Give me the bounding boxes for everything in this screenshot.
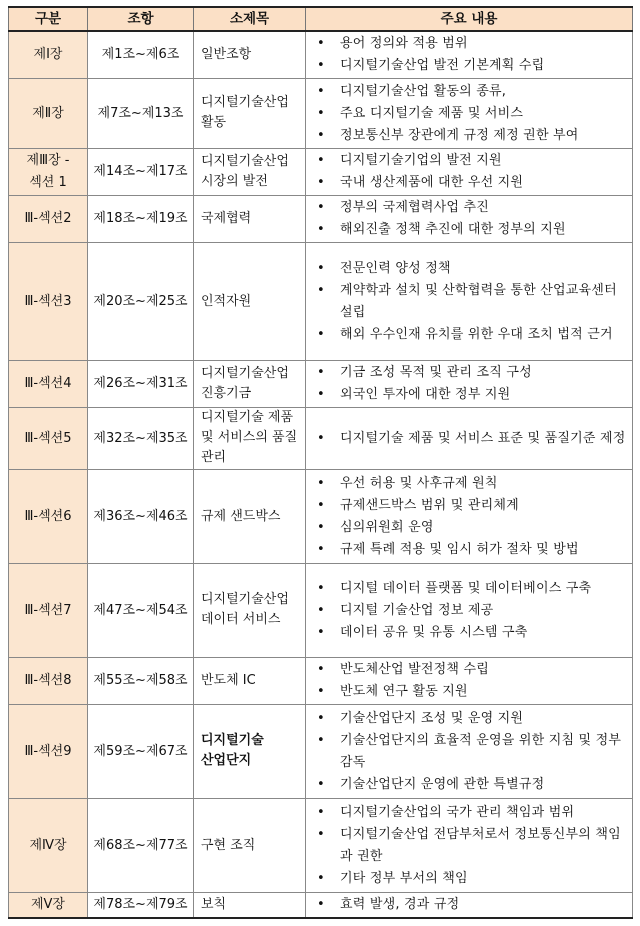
cell-content: [306, 31, 633, 79]
item-text: 디지털기술기업의 발전 지원: [340, 153, 502, 168]
list-item: [306, 894, 630, 916]
gubun-label: 제Ⅰ장: [33, 47, 63, 62]
content-list: [306, 197, 630, 241]
cell-gubun: [9, 31, 88, 79]
item-text: 전문인력 양성 정책: [340, 260, 451, 276]
gubun-label: Ⅲ-섹션2: [24, 211, 72, 226]
gubun-label: Ⅲ-섹션6: [24, 508, 72, 524]
subject-label: 디지털기술산업 진흥기금: [201, 365, 289, 401]
gubun-label: 제Ⅳ장: [29, 837, 67, 853]
bullet-icon: •: [317, 870, 325, 886]
table-row: [9, 564, 633, 658]
bullet-icon: •: [317, 475, 325, 491]
bullet-icon: •: [317, 430, 325, 446]
list-item: [306, 103, 630, 125]
list-item: [306, 868, 630, 890]
header-gubun: 구분: [9, 7, 88, 31]
item-text: 기술산업단지 운영에 관한 특별규정: [340, 776, 545, 792]
table-row: [9, 196, 633, 243]
content-list: [306, 362, 630, 406]
cell-subject: [194, 564, 306, 658]
content-list: [306, 150, 630, 194]
list-item: [306, 495, 630, 517]
cell-article: [88, 564, 194, 658]
gubun-label: 제Ⅱ장: [32, 105, 64, 121]
list-item: [306, 280, 630, 324]
item-text: 심의위원회 운영: [340, 519, 434, 535]
bullet-icon: •: [317, 260, 325, 276]
article-range: 제14조~제17조: [93, 164, 188, 179]
bullet-icon: •: [317, 36, 325, 51]
cell-content: [306, 470, 633, 564]
table-row: [9, 658, 633, 705]
item-text: 국내 생산제품에 대한 우선 지원: [340, 175, 524, 190]
item-text: 계약학과 설치 및 산학협력을 통한 산업교육센터 설립: [340, 282, 617, 320]
subject-label: 구현 조직: [201, 837, 256, 853]
list-item: [306, 681, 630, 703]
list-item: [306, 774, 630, 796]
subject-label: 디지털기술 제품 및 서비스의 품질관리: [201, 410, 298, 465]
item-text: 기타 정부 부서의 책임: [340, 870, 468, 886]
item-text: 디지털기술산업 활동의 종류,: [340, 83, 507, 99]
content-list: [306, 802, 630, 890]
list-item: [306, 708, 630, 730]
cell-gubun: [9, 893, 88, 919]
item-text: 정부의 국제협력사업 추진: [340, 200, 490, 215]
item-text: 규제 특례 적용 및 임시 허가 절차 및 방법: [340, 541, 579, 557]
article-range: 제55조~제58조: [93, 673, 188, 688]
cell-subject: [194, 705, 306, 799]
item-text: 해외진출 정책 추진에 대한 정부의 지원: [340, 222, 566, 237]
bullet-icon: •: [317, 83, 325, 99]
list-item: [306, 730, 630, 774]
gubun-label: 제Ⅴ장: [30, 897, 65, 912]
list-item: [306, 150, 630, 172]
item-text: 반도체산업 발전정책 수립: [340, 662, 490, 677]
cell-content: [306, 893, 633, 919]
content-list: [306, 473, 630, 561]
subject-label: 인적자원: [201, 293, 252, 309]
bullet-icon: •: [317, 732, 325, 748]
cell-content: [306, 408, 633, 470]
cell-subject: [194, 799, 306, 893]
item-text: 디지털 데이터 플랫폼 및 데이터베이스 구축: [340, 580, 592, 596]
subject-label: 디지털기술 산업단지: [201, 733, 264, 768]
cell-gubun: [9, 79, 88, 149]
bullet-icon: •: [317, 662, 325, 677]
table-row: [9, 705, 633, 799]
item-text: 해외 우수인재 유치를 위한 우대 조치 법적 근거: [340, 326, 613, 342]
cell-subject: [194, 243, 306, 361]
item-text: 우선 허용 및 사후규제 원칙: [340, 475, 498, 491]
table-row: [9, 149, 633, 196]
bullet-icon: •: [317, 776, 325, 792]
list-item: [306, 802, 630, 824]
bullet-icon: •: [317, 153, 325, 168]
bullet-icon: •: [317, 497, 325, 513]
item-text: 정보통신부 장관에게 규정 제정 권한 부여: [340, 127, 579, 143]
content-list: [306, 659, 630, 703]
cell-content: [306, 564, 633, 658]
cell-content: [306, 361, 633, 408]
content-list: [306, 81, 630, 147]
bullet-icon: •: [317, 58, 325, 73]
list-item: [306, 473, 630, 495]
cell-article: [88, 705, 194, 799]
cell-article: [88, 79, 194, 149]
cell-subject: [194, 79, 306, 149]
header-subject: 소제목: [194, 7, 306, 31]
item-text: 효력 발생, 경과 규정: [340, 897, 460, 912]
subject-label: 보칙: [201, 897, 227, 912]
table-row: [9, 31, 633, 79]
bullet-icon: •: [317, 826, 325, 842]
article-range: 제1조~제6조: [101, 47, 180, 62]
list-item: [306, 824, 630, 868]
bullet-icon: •: [317, 105, 325, 121]
table-row: [9, 799, 633, 893]
cell-gubun: [9, 408, 88, 470]
item-text: 반도체 연구 활동 지원: [340, 684, 468, 699]
bullet-icon: •: [317, 326, 325, 342]
gubun-label: 제Ⅲ장 -섹션 1: [26, 153, 70, 190]
list-item: [306, 258, 630, 280]
item-text: 디지털 기술산업 정보 제공: [340, 602, 494, 618]
cell-article: [88, 31, 194, 79]
list-item: [306, 33, 630, 55]
list-item: [306, 659, 630, 681]
article-range: 제18조~제19조: [93, 211, 188, 226]
cell-article: [88, 658, 194, 705]
article-range: 제26조~제31조: [93, 376, 188, 391]
bullet-icon: •: [317, 519, 325, 535]
cell-gubun: [9, 564, 88, 658]
bullet-icon: •: [317, 804, 325, 820]
gubun-label: Ⅲ-섹션5: [24, 430, 72, 446]
bullet-icon: •: [317, 175, 325, 190]
item-text: 디지털기술산업 전담부처로서 정보통신부의 책임과 권한: [340, 826, 621, 864]
subject-label: 디지털기술산업 활동: [201, 95, 289, 130]
bullet-icon: •: [317, 580, 325, 596]
cell-article: [88, 470, 194, 564]
cell-subject: [194, 149, 306, 196]
cell-subject: [194, 408, 306, 470]
bullet-icon: •: [317, 282, 325, 298]
cell-gubun: [9, 799, 88, 893]
bullet-icon: •: [317, 710, 325, 726]
item-text: 기금 조성 목적 및 관리 조직 구성: [340, 365, 532, 380]
cell-gubun: [9, 149, 88, 196]
cell-gubun: [9, 705, 88, 799]
cell-article: [88, 149, 194, 196]
cell-content: [306, 705, 633, 799]
table-row: [9, 243, 633, 361]
article-range: 제32조~제35조: [93, 430, 188, 446]
list-item: [306, 219, 630, 241]
cell-content: [306, 658, 633, 705]
law-structure-table: [8, 6, 633, 919]
cell-content: [306, 799, 633, 893]
subject-label: 디지털기술산업 시장의 발전: [201, 153, 289, 189]
cell-content: [306, 79, 633, 149]
item-text: 용어 정의와 적용 범위: [340, 36, 468, 51]
list-item: [306, 362, 630, 384]
cell-content: [306, 149, 633, 196]
article-range: 제47조~제54조: [93, 602, 188, 618]
cell-article: [88, 196, 194, 243]
bullet-icon: •: [317, 684, 325, 699]
article-range: 제7조~제13조: [97, 105, 184, 121]
bullet-icon: •: [317, 387, 325, 402]
bullet-icon: •: [317, 897, 325, 912]
cell-gubun: [9, 658, 88, 705]
item-text: 규제샌드박스 범위 및 관리체계: [340, 497, 519, 513]
item-text: 디지털기술산업의 국가 관리 책임과 범위: [340, 804, 575, 820]
article-range: 제59조~제67조: [93, 743, 188, 759]
content-list: [306, 428, 630, 450]
gubun-label: Ⅲ-섹션3: [24, 293, 72, 309]
content-list: [306, 894, 630, 916]
bullet-icon: •: [317, 127, 325, 143]
table-row: [9, 893, 633, 919]
cell-gubun: [9, 196, 88, 243]
list-item: [306, 517, 630, 539]
gubun-label: Ⅲ-섹션8: [24, 673, 72, 688]
header-content: 주요 내용: [306, 7, 633, 31]
cell-subject: [194, 31, 306, 79]
cell-article: [88, 408, 194, 470]
content-list: [306, 33, 630, 77]
article-range: 제20조~제25조: [93, 293, 188, 309]
bullet-icon: •: [317, 365, 325, 380]
list-item: [306, 55, 630, 77]
bullet-icon: •: [317, 602, 325, 618]
bullet-icon: •: [317, 541, 325, 557]
list-item: [306, 125, 630, 147]
cell-gubun: [9, 361, 88, 408]
cell-article: [88, 799, 194, 893]
cell-subject: [194, 196, 306, 243]
list-item: [306, 539, 630, 561]
gubun-label: Ⅲ-섹션7: [24, 602, 72, 618]
cell-subject: [194, 470, 306, 564]
content-list: [306, 578, 630, 644]
list-item: [306, 81, 630, 103]
cell-article: [88, 893, 194, 919]
article-range: 제78조~제79조: [93, 897, 188, 912]
item-text: 데이터 공유 및 유통 시스템 구축: [340, 624, 528, 640]
cell-article: [88, 243, 194, 361]
gubun-label: Ⅲ-섹션4: [24, 376, 72, 391]
subject-label: 일반조항: [201, 47, 252, 62]
table-row: [9, 408, 633, 470]
table-row: [9, 361, 633, 408]
table-row: [9, 470, 633, 564]
bullet-icon: •: [317, 222, 325, 237]
header-article: 조항: [88, 7, 194, 31]
cell-subject: [194, 361, 306, 408]
cell-gubun: [9, 470, 88, 564]
list-item: [306, 622, 630, 644]
cell-content: [306, 196, 633, 243]
subject-label: 국제협력: [201, 211, 252, 226]
subject-label: 규제 샌드박스: [201, 508, 281, 524]
item-text: 디지털기술 제품 및 서비스 표준 및 품질기준 제정: [340, 430, 626, 446]
cell-content: [306, 243, 633, 361]
article-range: 제68조~제77조: [93, 837, 188, 853]
subject-label: 디지털기술산업 데이터 서비스: [201, 592, 289, 627]
item-text: 외국인 투자에 대한 정부 지원: [340, 387, 511, 402]
article-range: 제36조~제46조: [93, 508, 188, 524]
content-list: [306, 708, 630, 796]
content-list: [306, 258, 630, 346]
list-item: [306, 578, 630, 600]
table-header-row: [9, 7, 633, 31]
cell-gubun: [9, 243, 88, 361]
table-row: [9, 79, 633, 149]
list-item: [306, 428, 630, 450]
cell-subject: [194, 658, 306, 705]
item-text: 주요 디지털기술 제품 및 서비스: [340, 105, 524, 121]
list-item: [306, 324, 630, 346]
bullet-icon: •: [317, 624, 325, 640]
list-item: [306, 197, 630, 219]
item-text: 디지털기술산업 발전 기본계획 수립: [340, 58, 545, 73]
cell-article: [88, 361, 194, 408]
list-item: [306, 384, 630, 406]
bullet-icon: •: [317, 200, 325, 215]
gubun-label: Ⅲ-섹션9: [24, 743, 72, 759]
list-item: [306, 172, 630, 194]
cell-subject: [194, 893, 306, 919]
item-text: 기술산업단지 조성 및 운영 지원: [340, 710, 524, 726]
table-body: [9, 31, 633, 918]
subject-label: 반도체 IC: [201, 673, 256, 688]
item-text: 기술산업단지의 효율적 운영을 위한 지침 및 정부 감독: [340, 732, 622, 770]
list-item: [306, 600, 630, 622]
